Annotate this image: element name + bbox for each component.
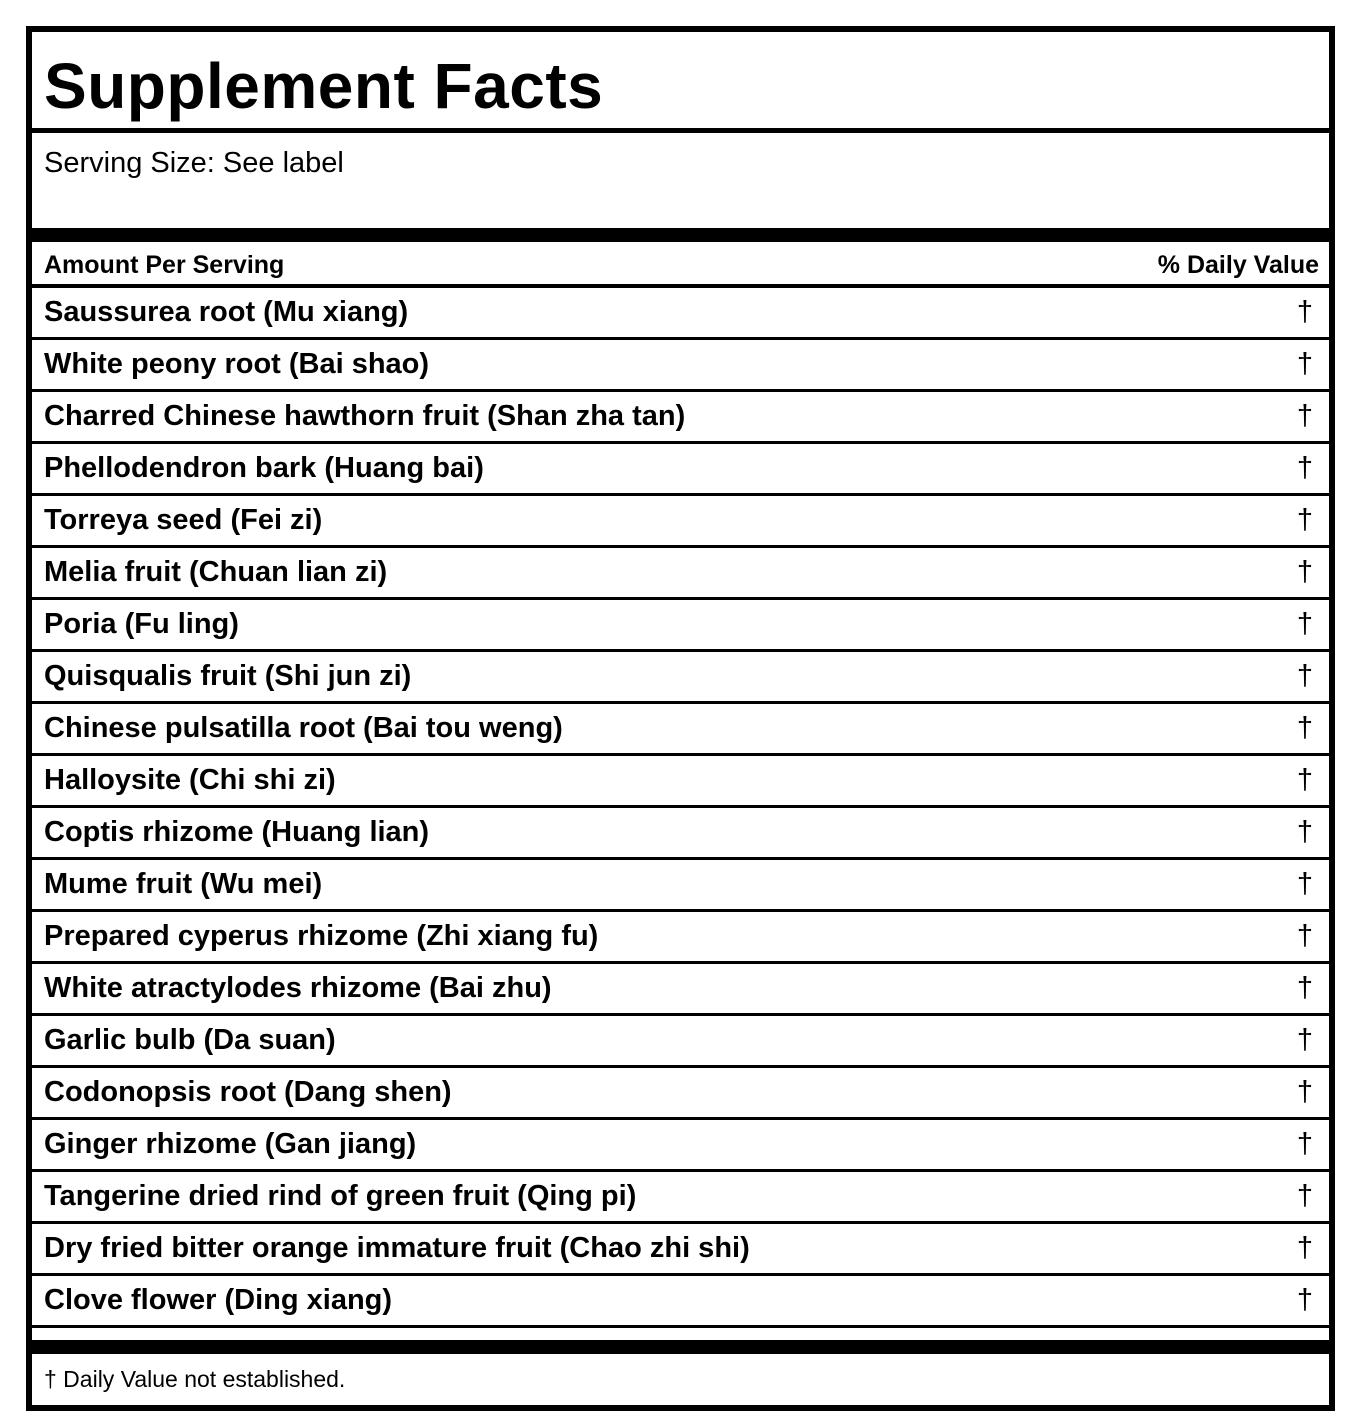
ingredient-row <box>32 704 1329 756</box>
ingredient-name: Dry fried bitter orange immature fruit (Chao zhi shi) <box>44 1232 750 1264</box>
ingredient-row <box>32 392 1329 444</box>
ingredient-daily-value: † <box>1296 764 1313 796</box>
ingredient-row <box>32 496 1329 548</box>
panel-title: Supplement Facts <box>44 50 604 122</box>
ingredient-daily-value: † <box>1296 504 1313 536</box>
ingredient-daily-value: † <box>1296 712 1313 744</box>
ingredient-name: Torreya seed (Fei zi) <box>44 504 323 536</box>
ingredient-daily-value: † <box>1296 1076 1313 1108</box>
ingredient-row <box>32 1016 1329 1068</box>
ingredient-daily-value: † <box>1296 556 1313 588</box>
ingredient-name: Charred Chinese hawthorn fruit (Shan zha tan) <box>44 400 686 432</box>
ingredient-name: White peony root (Bai shao) <box>44 348 430 380</box>
ingredient-daily-value: † <box>1296 1284 1313 1316</box>
ingredient-list <box>32 288 1329 1328</box>
ingredient-row <box>32 1068 1329 1120</box>
supplement-facts-panel <box>26 26 1335 1411</box>
ingredient-row <box>32 1224 1329 1276</box>
ingredient-row <box>32 288 1329 340</box>
ingredient-name: Halloysite (Chi shi zi) <box>44 764 336 796</box>
ingredient-name: Coptis rhizome (Huang lian) <box>44 816 430 848</box>
ingredient-name: Mume fruit (Wu mei) <box>44 868 323 900</box>
ingredient-row <box>32 548 1329 600</box>
column-header-row <box>32 242 1329 288</box>
ingredient-daily-value: † <box>1296 920 1313 952</box>
ingredient-name: Prepared cyperus rhizome (Zhi xiang fu) <box>44 920 599 952</box>
ingredient-name: White atractylodes rhizome (Bai zhu) <box>44 972 552 1004</box>
ingredient-row <box>32 860 1329 912</box>
ingredient-row <box>32 444 1329 496</box>
ingredient-row <box>32 756 1329 808</box>
ingredient-daily-value: † <box>1296 1128 1313 1160</box>
ingredient-daily-value: † <box>1296 296 1313 328</box>
serving-size: Serving Size: See label <box>44 147 344 179</box>
ingredient-name: Poria (Fu ling) <box>44 608 239 640</box>
ingredient-row <box>32 340 1329 392</box>
ingredient-daily-value: † <box>1296 816 1313 848</box>
ingredient-daily-value: † <box>1296 868 1313 900</box>
ingredient-row <box>32 652 1329 704</box>
ingredient-daily-value: † <box>1296 608 1313 640</box>
ingredient-row <box>32 1276 1329 1328</box>
ingredient-daily-value: † <box>1296 452 1313 484</box>
daily-value-header: % Daily Value <box>1157 251 1319 279</box>
thick-divider-top <box>32 228 1329 242</box>
ingredient-daily-value: † <box>1296 1180 1313 1212</box>
title-divider <box>32 128 1329 133</box>
ingredient-name: Chinese pulsatilla root (Bai tou weng) <box>44 712 563 744</box>
ingredient-daily-value: † <box>1296 400 1313 432</box>
ingredient-row <box>32 912 1329 964</box>
ingredient-name: Quisqualis fruit (Shi jun zi) <box>44 660 412 692</box>
ingredient-name: Phellodendron bark (Huang bai) <box>44 452 484 484</box>
ingredient-name: Garlic bulb (Da suan) <box>44 1024 336 1056</box>
ingredient-name: Melia fruit (Chuan lian zi) <box>44 556 388 588</box>
ingredient-name: Tangerine dried rind of green fruit (Qing pi) <box>44 1180 637 1212</box>
ingredient-daily-value: † <box>1296 972 1313 1004</box>
ingredient-name: Saussurea root (Mu xiang) <box>44 296 409 328</box>
ingredient-daily-value: † <box>1296 348 1313 380</box>
ingredient-name: Ginger rhizome (Gan jiang) <box>44 1128 417 1160</box>
footnote: † Daily Value not established. <box>44 1366 346 1392</box>
ingredient-row <box>32 1172 1329 1224</box>
amount-per-serving-header: Amount Per Serving <box>44 251 285 279</box>
ingredient-name: Codonopsis root (Dang shen) <box>44 1076 452 1108</box>
ingredient-name: Clove flower (Ding xiang) <box>44 1284 393 1316</box>
ingredient-daily-value: † <box>1296 1232 1313 1264</box>
thick-divider-bottom <box>32 1340 1329 1354</box>
ingredient-row <box>32 808 1329 860</box>
ingredient-daily-value: † <box>1296 660 1313 692</box>
ingredient-row <box>32 1120 1329 1172</box>
ingredient-row <box>32 964 1329 1016</box>
ingredient-daily-value: † <box>1296 1024 1313 1056</box>
ingredient-row <box>32 600 1329 652</box>
